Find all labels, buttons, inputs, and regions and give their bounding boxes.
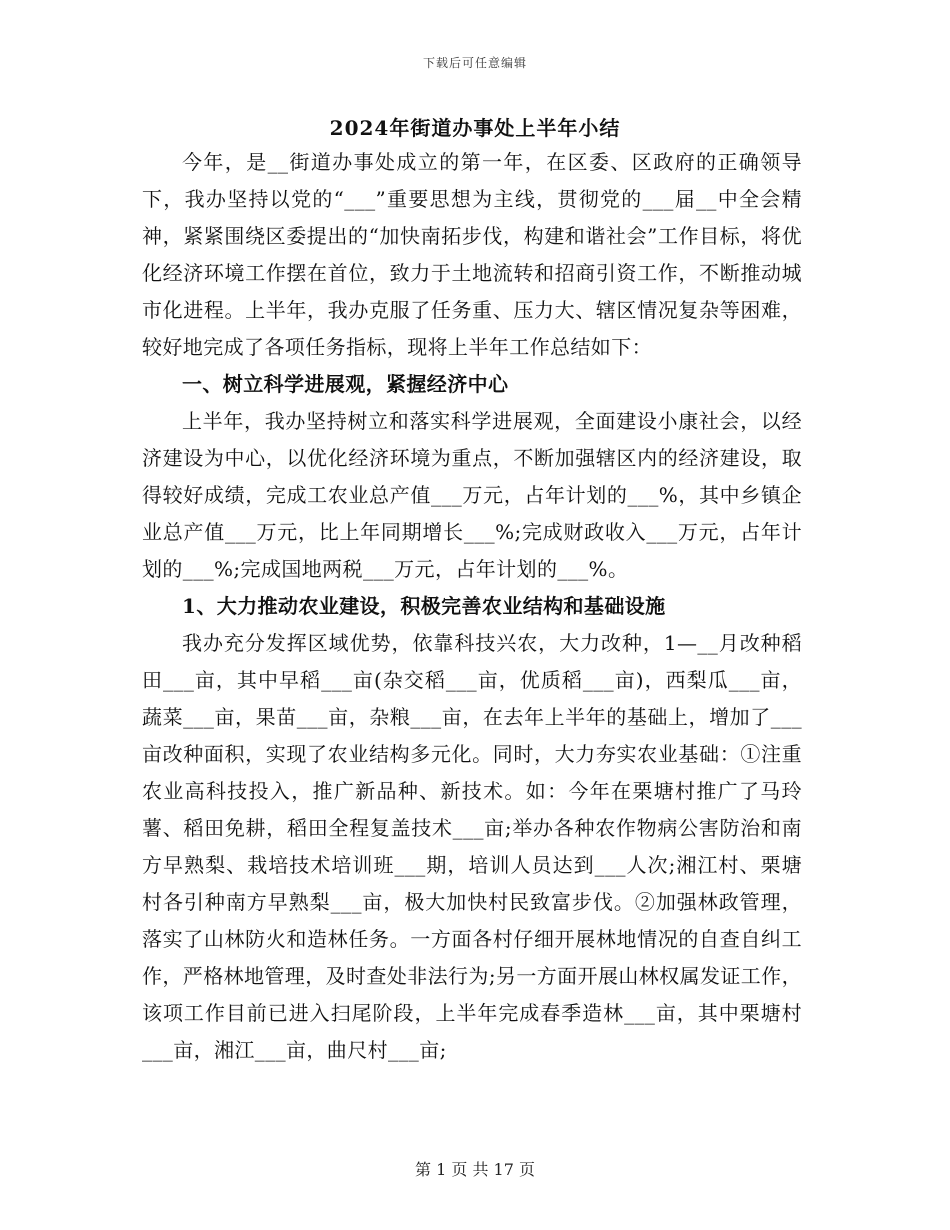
document-body [142, 144, 802, 1069]
header-note: 下载后可任意编辑 [422, 56, 527, 70]
section-paragraph-1: 上半年，我办坚持树立和落实科学进展观，全面建设小康社会，以经济建设为中心，以优化经济环境为重点，不断加强辖区内的经济建设，取得较好成绩，完成工农业总产值___万元，占年计划的___%，其中乡镇企业总产值___万元，比上年同期增长___%;完成财政收入___万元，占年计划的___%;完成国地两税___万元，占年计划的___%。 [142, 409, 802, 581]
intro-paragraph: 今年，是__街道办事处成立的第一年，在区委、区政府的正确领导下，我办坚持以党的“___”重要思想为主线，贯彻党的___届__中全会精神，紧紧围绕区委提出的“加快南拓步伐，构建和谐社会”工作目标，将优化经济环境工作摆在首位，致力于土地流转和招商引资工作，不断推动城市化进程。上半年，我办克服了任务重、压力大、辖区情况复杂等困难，较好地完成了各项任务指标，现将上半年工作总结如下： [142, 150, 802, 359]
section-heading-1: 一、树立科学进展观，紧握经济中心 [182, 372, 509, 396]
page-number: 第 1 页 共 17 页 [415, 1160, 535, 1179]
subsection-heading-1: 1、大力推动农业建设，积极完善农业结构和基础设施 [182, 594, 666, 618]
subsection-paragraph-1: 我办充分发挥区域优势，依靠科技兴农，大力改种，1—__月改种稻田___亩，其中早稻___亩(杂交稻___亩，优质稻___亩)，西梨瓜___亩，蔬菜___亩，果苗___亩，杂粮___亩，在去年上半年的基础上，增加了___亩改种面积，实现了农业结构多元化。同时，大力夯实农业基础：①注重农业高科技投入，推广新品种、新技术。如：今年在栗塘村推广了马玲薯、稻田免耕，稻田全程复盖技术___亩;举办各种农作物病公害防治和南方早熟梨、栽培技术培训班___期，培训人员达到___人次;湘江村、栗塘村各引种南方早熟梨___亩，极大加快村民致富步伐。②加强林政管理，落实了山林防火和造林任务。一方面各村仔细开展林地情况的自查自纠工作，严格林地管理，及时查处非法行为;另一方面开展山林权属发证工作，该项工作目前已进入扫尾阶段，上半年完成春季造林___亩，其中栗塘村___亩，湘江___亩，曲尺村___亩; [142, 631, 802, 1062]
document-title: 2024年街道办事处上半年小结 [329, 116, 621, 140]
